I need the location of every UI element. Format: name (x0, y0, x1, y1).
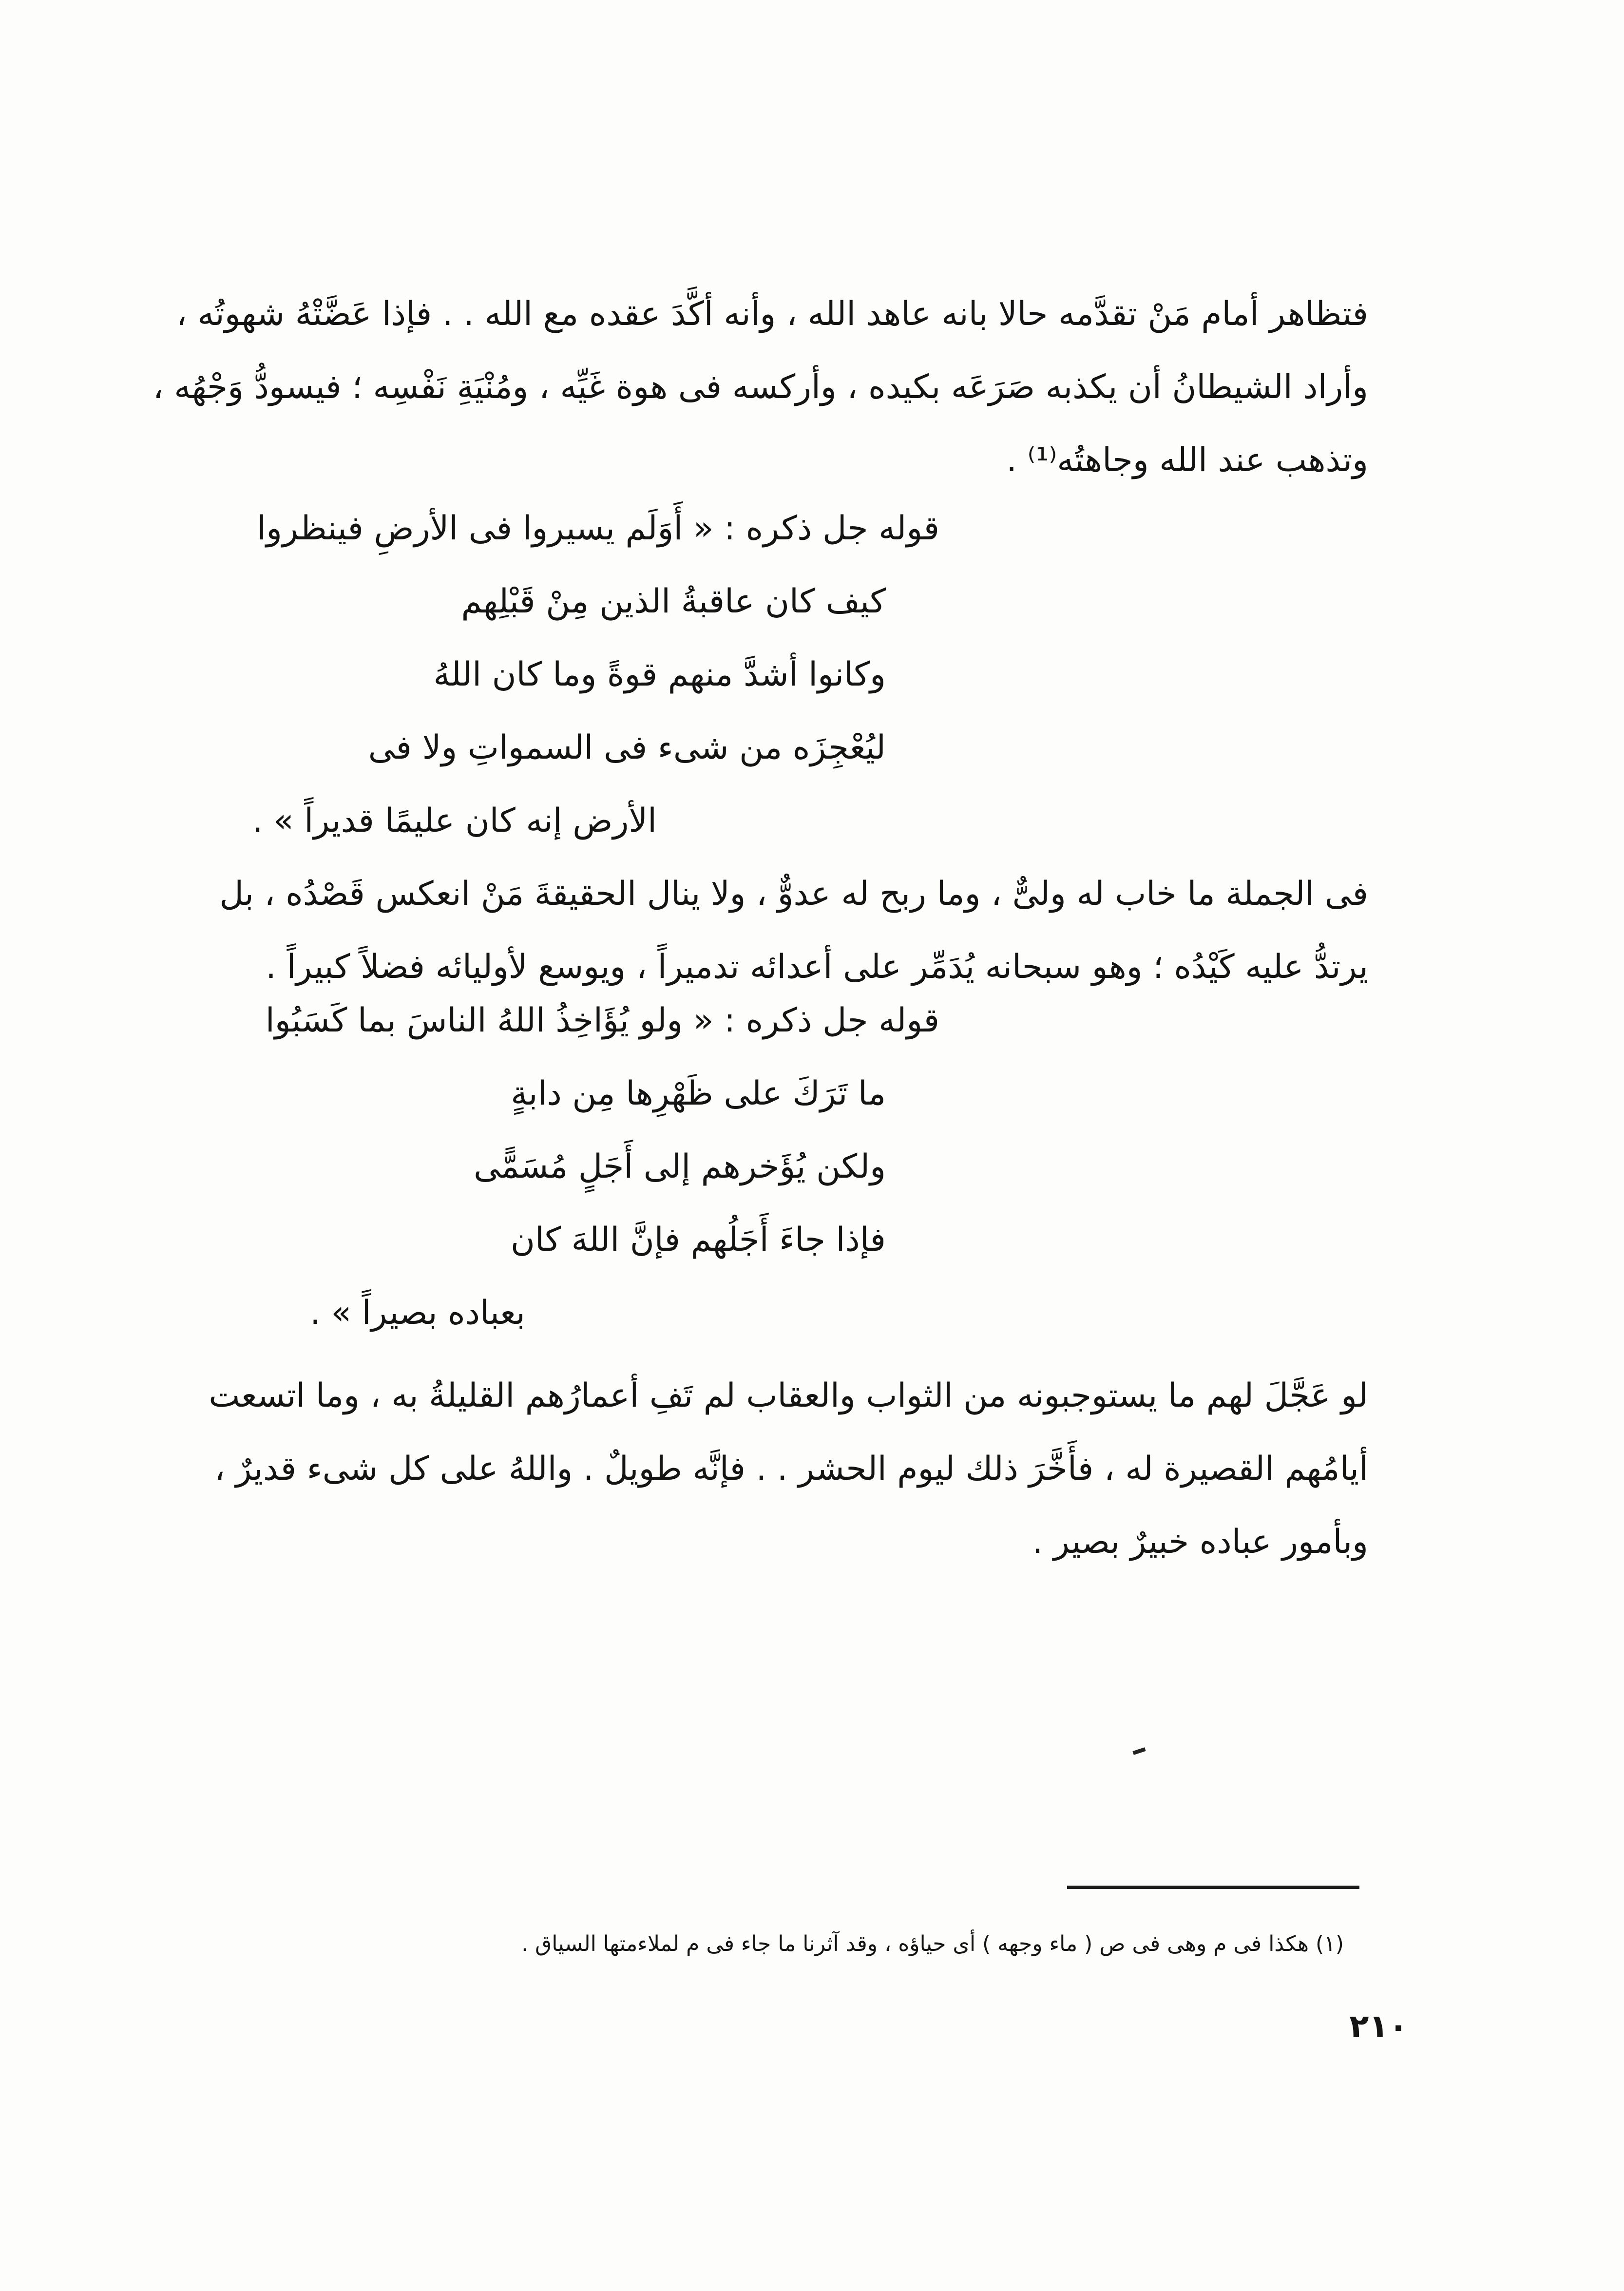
text-line: فتظاهر أمام مَنْ تقدَّمه حالا بانه عاهد الله ، وأنه أكَّدَ عقده مع الله . . فإذا عَضَّتْهُ شهوتُه ، (176, 295, 1368, 333)
verse-line: فإذا جاءَ أَجَلُهم فإنَّ اللهَ كان (510, 1221, 886, 1259)
text-line: وبأمور عباده خبيرٌ بصير . (1032, 1523, 1368, 1561)
verse-line: قوله جل ذكره : « أَوَلَم يسيروا فى الأرضِ فينظروا (257, 509, 939, 548)
text-line: فى الجملة ما خاب له ولىٌّ ، وما ربح له عدوٌّ ، ولا ينال الحقيقةَ مَنْ انعكس قَصْدُه ، بل (219, 875, 1368, 913)
text-line: وتذهب عند الله وجاهتُه⁽¹⁾ . (1006, 441, 1368, 479)
verse-line: ما تَرَكَ على ظَهْرِها مِن دابةٍ (511, 1074, 886, 1113)
verse-line: كيف كان عاقبةُ الذين مِنْ قَبْلِهم (461, 582, 886, 621)
footnote-divider (1067, 1886, 1359, 1889)
paragraph-3 (209, 1359, 1368, 1579)
text-line: يرتدُّ عليه كَيْدُه ؛ وهو سبحانه يُدَمِّر على أعدائه تدميراً ، ويوسع لأوليائه فضلاً كبيراً . (266, 948, 1368, 986)
text-line: وأراد الشيطانُ أن يكذبه صَرَعَه بكيده ، وأركسه فى هوة غَيِّه ، ومُنْيَةِ نَفْسِه ؛ فيسودُّ وَجْهُه ، (153, 368, 1368, 406)
verse-line: وكانوا أشدَّ منهم قوةً وما كان اللهُ (433, 655, 886, 694)
paragraph-2 (219, 858, 1368, 1004)
ink-speck (1132, 1747, 1146, 1755)
verse-line: قوله جل ذكره : « ولو يُؤَاخِذُ اللهُ الناسَ بما كَسَبُوا (265, 1001, 939, 1040)
text-line: لو عَجَّلَ لهم ما يستوجبونه من الثواب والعقاب لم تَفِ أعمارُهم القليلةُ به ، وما اتسعت (209, 1376, 1368, 1415)
page-number: ٢١٠ (1349, 2007, 1408, 2045)
verse-line: بعباده بصيراً » . (310, 1294, 525, 1332)
verse-block-2 (267, 984, 939, 1350)
text-line: أيامُهم القصيرة له ، فأَخَّرَ ذلك ليوم الحشر . . فإنَّه طويلٌ . واللهُ على كل شىء قديرٌ ، (214, 1450, 1368, 1488)
verse-line: الأرض إنه كان عليمًا قديراً » . (252, 802, 657, 840)
footnote: (١) هكذا فى م وهى فى ص ( ماء وجهه ) أى حياؤه ، وقد آثرنا ما جاء فى م لملاءمتها السياق . (521, 1931, 1344, 1956)
paragraph-1 (153, 278, 1368, 497)
verse-line: ليُعْجِزَه من شىء فى السمواتِ ولا فى (368, 728, 886, 767)
verse-line: ولكن يُؤَخرهم إلى أَجَلٍ مُسَمًّى (474, 1147, 886, 1186)
verse-block-1 (252, 492, 939, 858)
